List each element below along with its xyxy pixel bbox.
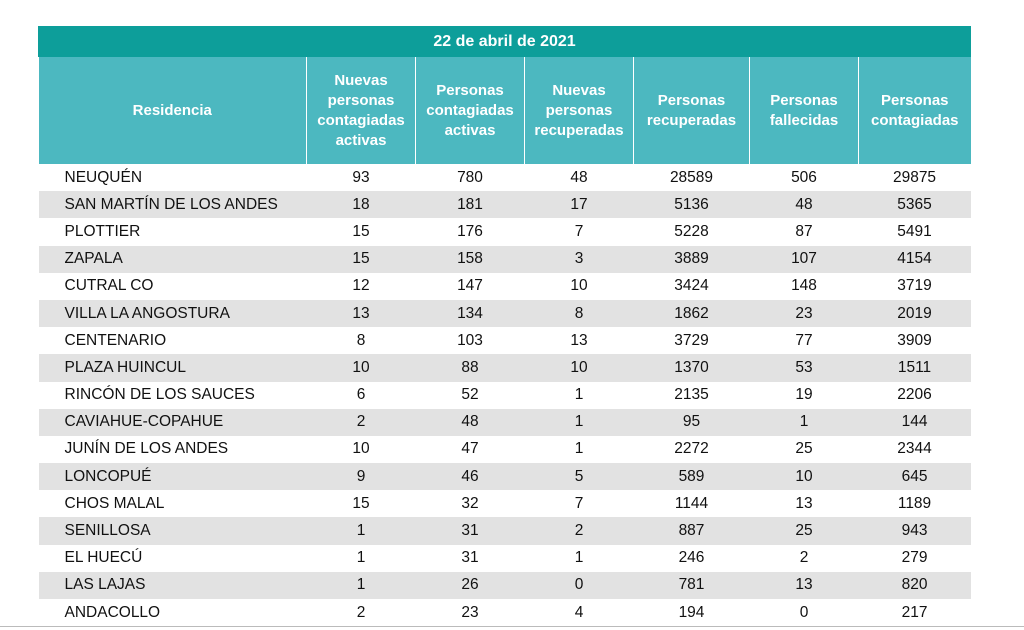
cell-residencia: SAN MARTÍN DE LOS ANDES: [39, 191, 307, 218]
cell-recuperadas: 3729: [634, 327, 750, 354]
cell-nuevas-recuperadas: 2: [525, 517, 634, 544]
table-row: [39, 490, 971, 517]
table-row: [39, 300, 971, 327]
cell-recuperadas: 5136: [634, 191, 750, 218]
cell-fallecidas: 19: [750, 382, 859, 409]
cell-fallecidas: 13: [750, 490, 859, 517]
cell-nuevas-contagiadas-activas: 10: [307, 354, 416, 381]
table-row: [39, 436, 971, 463]
cell-recuperadas: 28589: [634, 164, 750, 191]
cell-fallecidas: 25: [750, 436, 859, 463]
cell-residencia: VILLA LA ANGOSTURA: [39, 300, 307, 327]
cell-residencia: CHOS MALAL: [39, 490, 307, 517]
cell-fallecidas: 10: [750, 463, 859, 490]
cell-contagiadas: 2206: [859, 382, 971, 409]
cell-nuevas-recuperadas: 7: [525, 218, 634, 245]
cell-fallecidas: 2: [750, 545, 859, 572]
cell-residencia: ZAPALA: [39, 246, 307, 273]
cell-contagiadas: 2019: [859, 300, 971, 327]
page-bottom-divider: [0, 626, 1024, 627]
cell-contagiadas-activas: 103: [416, 327, 525, 354]
cell-residencia: RINCÓN DE LOS SAUCES: [39, 382, 307, 409]
cell-contagiadas: 29875: [859, 164, 971, 191]
cell-nuevas-recuperadas: 48: [525, 164, 634, 191]
table-date-title: 22 de abril de 2021: [39, 27, 971, 57]
cell-nuevas-contagiadas-activas: 13: [307, 300, 416, 327]
cell-nuevas-recuperadas: 5: [525, 463, 634, 490]
cell-contagiadas: 820: [859, 572, 971, 599]
cell-nuevas-contagiadas-activas: 15: [307, 218, 416, 245]
cell-nuevas-contagiadas-activas: 9: [307, 463, 416, 490]
table-row: [39, 517, 971, 544]
cell-fallecidas: 23: [750, 300, 859, 327]
cell-recuperadas: 781: [634, 572, 750, 599]
table-row: [39, 273, 971, 300]
cell-fallecidas: 0: [750, 599, 859, 626]
cell-contagiadas-activas: 147: [416, 273, 525, 300]
cell-residencia: CENTENARIO: [39, 327, 307, 354]
cell-recuperadas: 2272: [634, 436, 750, 463]
cell-residencia: ANDACOLLO: [39, 599, 307, 626]
covid-cases-table: [38, 26, 971, 626]
cell-fallecidas: 77: [750, 327, 859, 354]
cell-fallecidas: 148: [750, 273, 859, 300]
cell-contagiadas-activas: 780: [416, 164, 525, 191]
column-header-contagiadas-activas: Personas contagiadas activas: [416, 57, 525, 165]
cell-nuevas-contagiadas-activas: 1: [307, 545, 416, 572]
cell-nuevas-recuperadas: 13: [525, 327, 634, 354]
cell-fallecidas: 13: [750, 572, 859, 599]
cell-contagiadas: 217: [859, 599, 971, 626]
cell-contagiadas: 3719: [859, 273, 971, 300]
table-row: [39, 218, 971, 245]
cell-nuevas-contagiadas-activas: 6: [307, 382, 416, 409]
cell-contagiadas: 943: [859, 517, 971, 544]
cell-nuevas-recuperadas: 17: [525, 191, 634, 218]
cell-recuperadas: 95: [634, 409, 750, 436]
cell-contagiadas-activas: 52: [416, 382, 525, 409]
cell-contagiadas-activas: 176: [416, 218, 525, 245]
table-row: [39, 354, 971, 381]
cell-contagiadas-activas: 26: [416, 572, 525, 599]
cell-recuperadas: 194: [634, 599, 750, 626]
cell-contagiadas: 279: [859, 545, 971, 572]
cell-nuevas-contagiadas-activas: 1: [307, 517, 416, 544]
cell-recuperadas: 3889: [634, 246, 750, 273]
table-row: [39, 463, 971, 490]
cell-nuevas-contagiadas-activas: 8: [307, 327, 416, 354]
table-row: [39, 545, 971, 572]
table-row: [39, 572, 971, 599]
cell-fallecidas: 48: [750, 191, 859, 218]
cell-nuevas-recuperadas: 1: [525, 409, 634, 436]
cell-contagiadas: 3909: [859, 327, 971, 354]
cell-nuevas-contagiadas-activas: 1: [307, 572, 416, 599]
cell-nuevas-recuperadas: 8: [525, 300, 634, 327]
column-header-recuperadas: Personas recuperadas: [634, 57, 750, 165]
table-row: [39, 327, 971, 354]
cell-contagiadas: 1511: [859, 354, 971, 381]
table-body: [39, 164, 971, 626]
cell-nuevas-recuperadas: 1: [525, 545, 634, 572]
cell-fallecidas: 107: [750, 246, 859, 273]
cell-contagiadas: 645: [859, 463, 971, 490]
cell-recuperadas: 3424: [634, 273, 750, 300]
cell-contagiadas: 5491: [859, 218, 971, 245]
table-row: [39, 382, 971, 409]
cell-nuevas-recuperadas: 10: [525, 273, 634, 300]
cell-recuperadas: 1862: [634, 300, 750, 327]
cell-recuperadas: 5228: [634, 218, 750, 245]
column-header-contagiadas: Personas contagiadas: [859, 57, 971, 165]
cell-fallecidas: 87: [750, 218, 859, 245]
cell-recuperadas: 887: [634, 517, 750, 544]
column-header-residencia: Residencia: [39, 57, 307, 165]
cell-recuperadas: 589: [634, 463, 750, 490]
cell-contagiadas: 2344: [859, 436, 971, 463]
table-row: [39, 246, 971, 273]
cell-residencia: LAS LAJAS: [39, 572, 307, 599]
cell-recuperadas: 246: [634, 545, 750, 572]
cell-contagiadas-activas: 23: [416, 599, 525, 626]
cell-nuevas-recuperadas: 1: [525, 436, 634, 463]
table-row: [39, 599, 971, 626]
cell-residencia: CUTRAL CO: [39, 273, 307, 300]
column-header-nuevas-contagiadas-activas: Nuevas personas contagiadas activas: [307, 57, 416, 165]
cell-nuevas-contagiadas-activas: 93: [307, 164, 416, 191]
cell-contagiadas-activas: 46: [416, 463, 525, 490]
cell-nuevas-recuperadas: 10: [525, 354, 634, 381]
cell-nuevas-contagiadas-activas: 2: [307, 409, 416, 436]
cell-residencia: NEUQUÉN: [39, 164, 307, 191]
cell-contagiadas-activas: 134: [416, 300, 525, 327]
cell-nuevas-contagiadas-activas: 15: [307, 246, 416, 273]
cell-contagiadas: 1189: [859, 490, 971, 517]
cell-nuevas-contagiadas-activas: 15: [307, 490, 416, 517]
cell-recuperadas: 2135: [634, 382, 750, 409]
cell-nuevas-contagiadas-activas: 2: [307, 599, 416, 626]
cell-contagiadas-activas: 181: [416, 191, 525, 218]
cell-residencia: SENILLOSA: [39, 517, 307, 544]
cell-contagiadas: 5365: [859, 191, 971, 218]
cell-contagiadas-activas: 32: [416, 490, 525, 517]
cell-contagiadas-activas: 48: [416, 409, 525, 436]
cell-nuevas-recuperadas: 7: [525, 490, 634, 517]
cell-nuevas-recuperadas: 0: [525, 572, 634, 599]
cell-nuevas-contagiadas-activas: 18: [307, 191, 416, 218]
cell-nuevas-contagiadas-activas: 10: [307, 436, 416, 463]
cell-recuperadas: 1370: [634, 354, 750, 381]
cell-residencia: PLAZA HUINCUL: [39, 354, 307, 381]
cell-contagiadas-activas: 88: [416, 354, 525, 381]
cell-contagiadas-activas: 158: [416, 246, 525, 273]
cell-residencia: EL HUECÚ: [39, 545, 307, 572]
cell-recuperadas: 1144: [634, 490, 750, 517]
cell-nuevas-recuperadas: 3: [525, 246, 634, 273]
cell-contagiadas: 144: [859, 409, 971, 436]
column-header-nuevas-recuperadas: Nuevas personas recuperadas: [525, 57, 634, 165]
cell-fallecidas: 25: [750, 517, 859, 544]
cell-residencia: JUNÍN DE LOS ANDES: [39, 436, 307, 463]
cell-fallecidas: 53: [750, 354, 859, 381]
cell-nuevas-recuperadas: 4: [525, 599, 634, 626]
covid-table-container: [38, 26, 970, 626]
table-row: [39, 409, 971, 436]
table-row: [39, 164, 971, 191]
cell-nuevas-contagiadas-activas: 12: [307, 273, 416, 300]
cell-contagiadas-activas: 47: [416, 436, 525, 463]
cell-residencia: CAVIAHUE-COPAHUE: [39, 409, 307, 436]
cell-residencia: PLOTTIER: [39, 218, 307, 245]
cell-contagiadas-activas: 31: [416, 517, 525, 544]
table-row: [39, 191, 971, 218]
cell-contagiadas: 4154: [859, 246, 971, 273]
column-header-fallecidas: Personas fallecidas: [750, 57, 859, 165]
cell-contagiadas-activas: 31: [416, 545, 525, 572]
cell-residencia: LONCOPUÉ: [39, 463, 307, 490]
cell-nuevas-recuperadas: 1: [525, 382, 634, 409]
cell-fallecidas: 506: [750, 164, 859, 191]
cell-fallecidas: 1: [750, 409, 859, 436]
